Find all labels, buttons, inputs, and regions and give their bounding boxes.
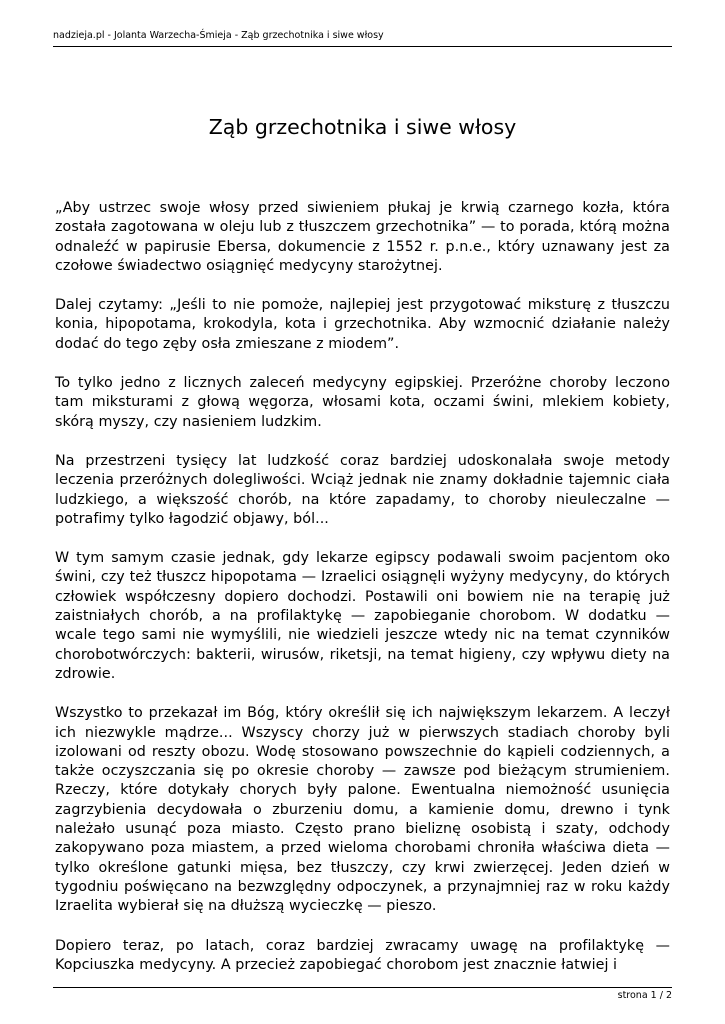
header-divider <box>53 46 672 47</box>
article-paragraph: Wszystko to przekazał im Bóg, który określił się ich największym lekarzem. A leczył ich niezwykle mądrze... Wszyscy chorzy już w pierwszych stadiach choroby byli izolowani od reszty obozu. Wodę stosowano powszechnie do kąpieli codziennych, a także oczyszczania się po okresie choroby — zawsze pod bieżącym strumieniem. Rzeczy, które dotykały chorych były palone. Ewentualna niemożność usunięcia zagrzybienia decydowała o zburzeniu domu, a kamienie domu, drewno i tynk należało usunąć poza miasto. Często prano bieliznę osobistą i szaty, odchody zakopywano poza miastem, a przed wieloma chorobami chroniła właściwa dieta — tylko określone gatunki mięsa, bez tłuszczy, czy krwi zwierzęcej. Jeden dzień w tygodniu poświęcano na bezwzględny odpoczynek, a przynajmniej raz w roku każdy Izraelita wybierał się na dłuższą wycieczkę — pieszo. <box>55 705 670 915</box>
article-paragraph: „Aby ustrzec swoje włosy przed siwieniem płukaj je krwią czarnego kozła, która została zagotowana w oleju lub z tłuszczem grzechotnika” — to porada, którą można odnaleźć w papirusie Ebersa, dokumencie z 1552 r. p.n.e., który uznawany jest za czołowe świadectwo osiągnięć medycyny starożytnej. <box>55 200 670 274</box>
page-header: nadzieja.pl - Jolanta Warzecha-Śmieja - Ząb grzechotnika i siwe włosy <box>53 30 384 41</box>
page-number: strona 1 / 2 <box>617 990 672 1001</box>
article-body <box>55 199 670 995</box>
article-paragraph: W tym samym czasie jednak, gdy lekarze egipscy podawali swoim pacjentom oko świni, czy też tłuszcz hipopotama — Izraelici osiągnęli wyżyny medycyny, do których człowiek współczesny dopiero dochodzi. Postawili oni bowiem nie na terapię już zaistniałych chorób, a na profilaktykę — zapobieganie chorobom. W dodatku — wcale tego sami nie wymyślili, nie wiedzieli jeszcze wtedy nic na temat czynników chorobotwórczych: bakterii, wirusów, riketsji, na temat higieny, czy wpływu diety na zdrowie. <box>55 550 670 682</box>
article-paragraph: To tylko jedno z licznych zaleceń medycyny egipskiej. Przeróżne choroby leczono tam miksturami z głową węgorza, włosami kota, oczami świni, mlekiem kobiety, skórą myszy, czy nasieniem ludzkim. <box>55 375 670 430</box>
article-paragraph: Na przestrzeni tysięcy lat ludzkość coraz bardziej udoskonalała swoje metody leczenia przeróżnych dolegliwości. Wciąż jednak nie znamy dokładnie tajemnic ciała ludzkiego, a większość chorób, na które zapadamy, to choroby nieuleczalne — potrafimy tylko łagodzić objawy, ból... <box>55 452 670 527</box>
article-paragraph: Dopiero teraz, po latach, coraz bardziej zwracamy uwagę na profilaktykę — Kopciuszka medycyny. A przecież zapobiegać chorobom jest znacznie łatwiej i <box>55 937 670 973</box>
article-paragraph: Dalej czytamy: „Jeśli to nie pomoże, najlepiej jest przygotować miksturę z tłuszczu konia, hipopotama, krokodyla, kota i grzechotnika. Aby wzmocnić działanie należy dodać do tego zęby osła zmieszane z miodem”. <box>55 297 670 352</box>
article-title: Ząb grzechotnika i siwe włosy <box>208 115 517 139</box>
footer-divider <box>53 987 672 988</box>
